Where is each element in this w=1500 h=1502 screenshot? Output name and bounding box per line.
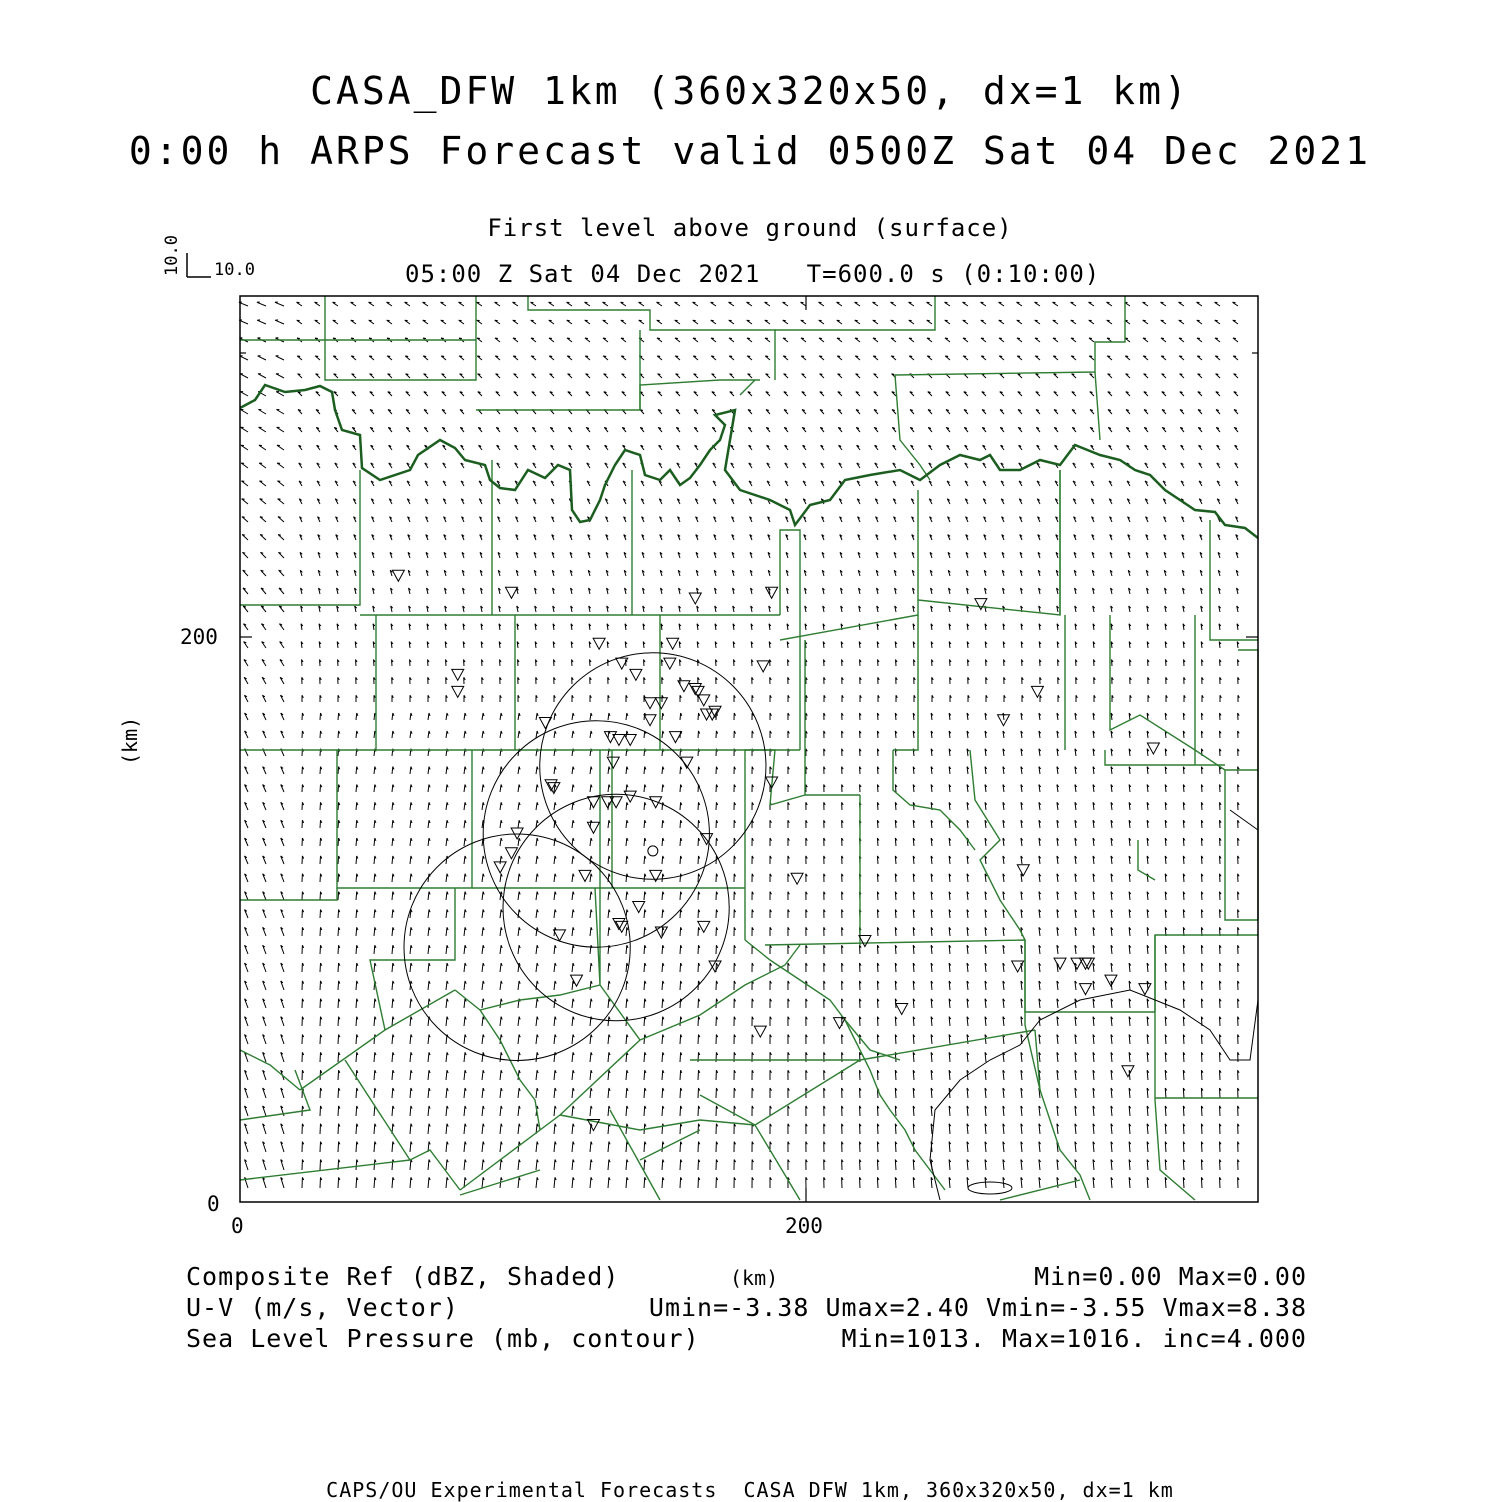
station-marker <box>667 638 679 649</box>
station-marker <box>757 661 769 672</box>
station-marker <box>613 735 625 746</box>
station-marker <box>633 902 645 913</box>
station-marker <box>505 848 517 859</box>
wind-vectors <box>239 302 1240 1188</box>
x-tick-200: 200 <box>785 1214 823 1238</box>
vector-scale-y-label: 10.0 <box>162 235 182 276</box>
station-marker <box>587 822 599 833</box>
station-marker <box>1122 1066 1134 1077</box>
station-marker <box>587 797 599 808</box>
title-line-2: 0:00 h ARPS Forecast valid 0500Z Sat 04 Dec 2021 <box>128 129 1372 173</box>
station-marker <box>655 698 667 709</box>
station-marker <box>593 638 605 649</box>
station-markers <box>392 570 1159 1130</box>
radar-range-rings <box>404 653 766 1061</box>
radar-site-marker <box>648 846 658 856</box>
station-marker <box>1054 958 1066 969</box>
station-marker <box>1080 984 1092 995</box>
station-marker <box>689 593 701 604</box>
station-marker <box>859 936 871 947</box>
station-marker <box>650 870 662 881</box>
county-boundaries <box>240 296 1258 1200</box>
station-marker <box>644 715 656 726</box>
footer-credit: CAPS/OU Experimental Forecasts CASA DFW 1km, 360x320x50, dx=1 km <box>326 1478 1174 1502</box>
x-tick-0: 0 <box>231 1214 244 1238</box>
station-marker <box>698 921 710 932</box>
station-marker <box>392 570 404 581</box>
wind-vector-field <box>239 302 1240 1188</box>
station-marker <box>1071 958 1083 969</box>
legend-uv-vector: U-V (m/s, Vector) <box>186 1293 459 1322</box>
legend-sea-level-pressure: Sea Level Pressure (mb, contour) <box>186 1324 700 1353</box>
legend-sea-level-pressure-stats: Min=1013. Max=1016. inc=4.000 <box>841 1324 1307 1353</box>
title-line-1: CASA_DFW 1km (360x320x50, dx=1 km) <box>310 69 1190 113</box>
station-marker <box>791 873 803 884</box>
subtitle-time: 05:00 Z Sat 04 Dec 2021 T=600.0 s (0:10:00) <box>405 260 1101 288</box>
station-marker <box>1139 984 1151 995</box>
state-boundary <box>240 385 1258 538</box>
y-axis-unit: (km) <box>118 716 142 765</box>
station-marker <box>607 757 619 768</box>
station-marker <box>1147 743 1159 754</box>
y-tick-200: 200 <box>180 625 218 649</box>
station-marker <box>624 791 636 802</box>
y-tick-0: 0 <box>207 1192 220 1216</box>
station-marker <box>766 587 778 598</box>
vector-scale-x-label: 10.0 <box>214 260 255 280</box>
station-marker <box>896 1003 908 1014</box>
subtitle-level: First level above ground (surface) <box>487 214 1013 242</box>
radar-range-ring <box>503 794 729 1021</box>
station-marker <box>655 927 667 938</box>
station-marker <box>698 695 710 706</box>
station-marker <box>505 587 517 598</box>
station-marker <box>630 669 642 680</box>
station-marker <box>452 669 464 680</box>
legend-composite-ref-stats: Min=0.00 Max=0.00 <box>1034 1262 1307 1291</box>
x-axis-unit: (km) <box>730 1266 779 1290</box>
station-marker <box>664 658 676 669</box>
station-marker <box>1031 686 1043 697</box>
legend-uv-vector-stats: Umin=-3.38 Umax=2.40 Vmin=-3.55 Vmax=8.38 <box>648 1293 1307 1322</box>
vector-scale-arrow <box>187 253 211 277</box>
legend-composite-ref: Composite Ref (dBZ, Shaded) <box>186 1262 620 1291</box>
radar-range-ring <box>540 653 766 880</box>
station-marker <box>644 698 656 709</box>
station-marker <box>754 1026 766 1037</box>
station-marker <box>1017 865 1029 876</box>
station-marker <box>579 870 591 881</box>
station-marker <box>650 797 662 808</box>
station-marker <box>452 686 464 697</box>
